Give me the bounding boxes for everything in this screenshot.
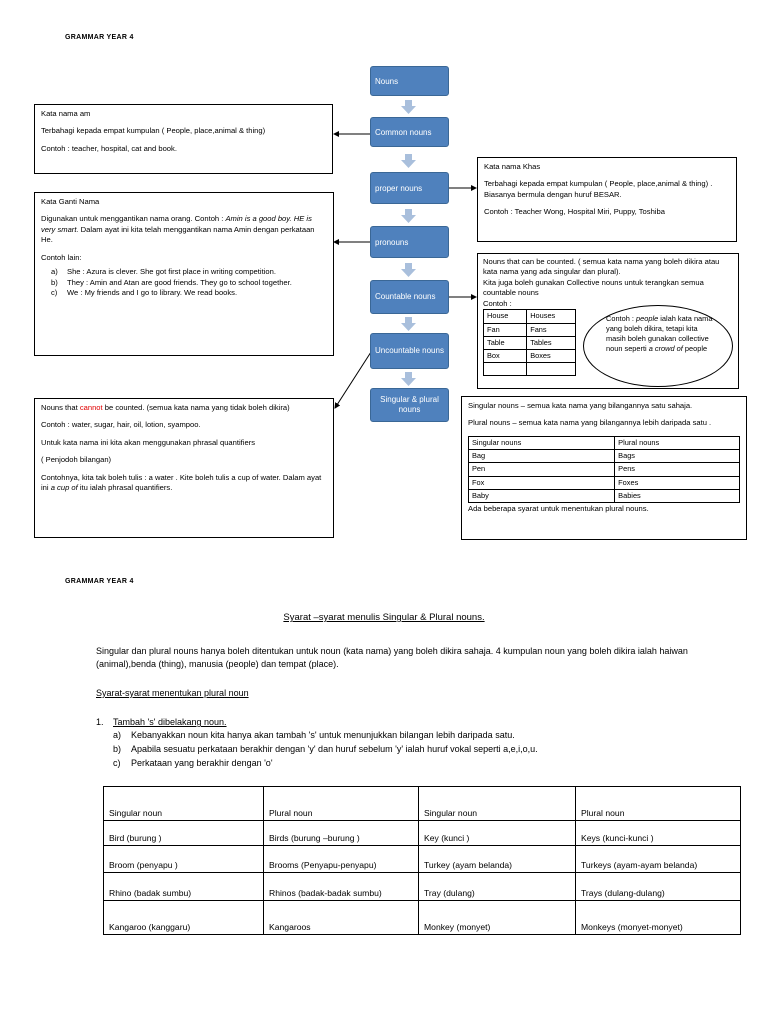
- countable-table: [483, 309, 576, 376]
- table-row: Singular noun Plural noun Singular noun Plural noun: [104, 787, 741, 821]
- kata-nama-khas-box: [477, 157, 737, 242]
- table-row: Rhino (badak sumbu) Rhinos (badak-badak sumbu) Tray (dulang) Trays (dulang-dulang): [104, 873, 741, 901]
- singular-plural-table: [468, 436, 740, 503]
- kata-nama-am-line2: Contoh : teacher, hospital, cat and book.: [41, 143, 177, 153]
- kata-nama-am-box: [34, 104, 333, 174]
- uncountable-line1: Nouns that cannot be counted. (semua kata nama yang tidak boleh dikira): [41, 403, 290, 412]
- arrow-to-uncountable: [335, 352, 371, 408]
- down-arrow-icon: [401, 209, 416, 223]
- kata-nama-khas-title: Kata nama Khas: [484, 162, 541, 171]
- plural-conditions-note: Ada beberapa syarat untuk menentukan plural nouns.: [468, 504, 649, 514]
- rule-sub-mark: c): [113, 758, 121, 768]
- table-row: House Houses: [484, 310, 576, 323]
- collective-noun-oval: Contoh : people ialah kata nama yang boleh dikira, tetapi kita masih boleh gunakan collective noun seperti a crowd of people: [583, 305, 733, 387]
- down-arrow-icon: [401, 263, 416, 277]
- page2-intro: Singular dan plural nouns hanya boleh ditentukan untuk noun (kata nama) yang boleh dikira sahaja. 4 kumpulan noun yang boleh dikira ialah haiwan (animal),benda (thing), manusia (people) dan tempat (place).: [96, 646, 688, 670]
- list-item: a) She : Azura is clever. She got first place in writing competition.: [51, 267, 276, 277]
- page2-subheading: Syarat-syarat menentukan plural noun: [96, 688, 249, 698]
- kata-nama-khas-line1: Terbahagi kepada empat kumpulan ( People, place,animal & thing) . Biasanya bermula dengan huruf BESAR.: [484, 179, 713, 199]
- singular-plural-box: [461, 396, 747, 540]
- rule-sub-text: Perkataan yang berakhir dengan 'o': [131, 758, 273, 768]
- list-item: b) They : Amin and Atan are good friends. They go to school together.: [51, 277, 292, 287]
- table-row: Bag Bags: [469, 450, 740, 463]
- kata-nama-am-title: Kata nama am: [41, 109, 91, 118]
- table-row: Broom (penyapu ) Brooms (Penyapu-penyapu) Turkey (ayam belanda) Turkeys (ayam-ayam belanda): [104, 846, 741, 873]
- plural-examples-table: [103, 786, 741, 935]
- flow-node-nouns: Nouns: [370, 66, 449, 96]
- plural-definition: Plural nouns – semua kata nama yang bilangannya lebih daripada satu .: [468, 418, 712, 428]
- table-row: [484, 363, 576, 376]
- rule-number: 1.: [96, 717, 104, 727]
- table-row: Box Boxes: [484, 350, 576, 363]
- table-row: Table Tables: [484, 336, 576, 349]
- uncountable-line3: Untuk kata nama ini kita akan menggunakan phrasal quantifiers: [41, 437, 256, 447]
- uncountable-line2: Contoh : water, sugar, hair, oil, lotion, syampoo.: [41, 420, 201, 430]
- table-row: Bird (burung ) Birds (burung –burung ) Key (kunci ) Keys (kunci-kunci ): [104, 821, 741, 846]
- flow-node-countable-nouns: Countable nouns: [370, 280, 449, 314]
- uncountable-line5: Contohnya, kita tak boleh tulis : a water . Kite boleh tulis a cup of water. Dalam ayat ini a cup of itu ialah phrasal quantifiers.: [41, 472, 322, 493]
- kata-nama-am-line1: Terbahagi kepada empat kumpulan ( People, place,animal & thing): [41, 126, 266, 136]
- table-row: Singular nouns Plural nouns: [469, 436, 740, 449]
- kata-ganti-nama-box: [34, 192, 334, 356]
- rule-sub-mark: a): [113, 730, 122, 740]
- table-row: Pen Pens: [469, 463, 740, 476]
- kata-ganti-title: Kata Ganti Nama: [41, 197, 100, 206]
- uncountable-box: [34, 398, 334, 538]
- kata-ganti-intro: Digunakan untuk menggantikan nama orang. Contoh : Amin is a good boy. HE is very smart. Dalam ayat ini kita telah menggantikan nama Amin dengan perkataan He.: [41, 214, 315, 245]
- flow-node-proper-nouns: proper nouns: [370, 172, 449, 204]
- down-arrow-icon: [401, 372, 416, 386]
- rule-title: Tambah 's' dibelakang noun.: [113, 717, 227, 727]
- table-row: Baby Babies: [469, 489, 740, 502]
- kata-ganti-examples: [41, 267, 327, 298]
- down-arrow-icon: [401, 154, 416, 168]
- flow-node-uncountable-nouns: Uncountable nouns: [370, 333, 449, 369]
- page1-header: GRAMMAR YEAR 4: [65, 34, 134, 41]
- down-arrow-icon: [401, 317, 416, 331]
- table-row: Fan Fans: [484, 323, 576, 336]
- singular-definition: Singular nouns – semua kata nama yang bilangannya satu sahaja.: [468, 401, 693, 410]
- kata-nama-khas-line2: Contoh : Teacher Wong, Hospital Miri, Puppy, Toshiba: [484, 207, 665, 217]
- countable-line1: Nouns that can be counted. ( semua kata nama yang boleh dikira atau kata nama yang ada singular dan plural).: [483, 257, 720, 277]
- rule-sub-text: Kebanyakkan noun kita hanya akan tambah 's' untuk menunjukkan bilangan lebih daripada satu.: [131, 730, 515, 740]
- rule-sub-mark: b): [113, 744, 122, 754]
- list-item: c) We : My friends and I go to library. We read books.: [51, 288, 238, 298]
- uncountable-line4: ( Penjodoh bilangan): [41, 455, 112, 465]
- countable-line2: Kita juga boleh gunakan Collective nouns untuk terangkan semua countable nouns: [483, 277, 704, 298]
- flow-node-pronouns: pronouns: [370, 226, 449, 258]
- rule-sub-text: Apabila sesuatu perkataan berakhir dengan 'y' dan huruf sebelum 'y' ialah huruf vokal seperti a,e,i,o,u.: [131, 744, 538, 754]
- kata-ganti-lain: Contoh lain:: [41, 252, 82, 262]
- page2-title: Syarat –syarat menulis Singular & Plural nouns.: [283, 612, 485, 623]
- down-arrow-icon: [401, 100, 416, 114]
- flow-node-singular-plural: Singular & plural nouns: [370, 388, 449, 422]
- flow-node-common-nouns: Common nouns: [370, 117, 449, 147]
- countable-contoh: Contoh :: [483, 298, 512, 308]
- table-row: Kangaroo (kanggaru) Kangaroos Monkey (monyet) Monkeys (monyet-monyet): [104, 901, 741, 935]
- page2-header: GRAMMAR YEAR 4: [65, 578, 134, 585]
- table-row: Fox Foxes: [469, 476, 740, 489]
